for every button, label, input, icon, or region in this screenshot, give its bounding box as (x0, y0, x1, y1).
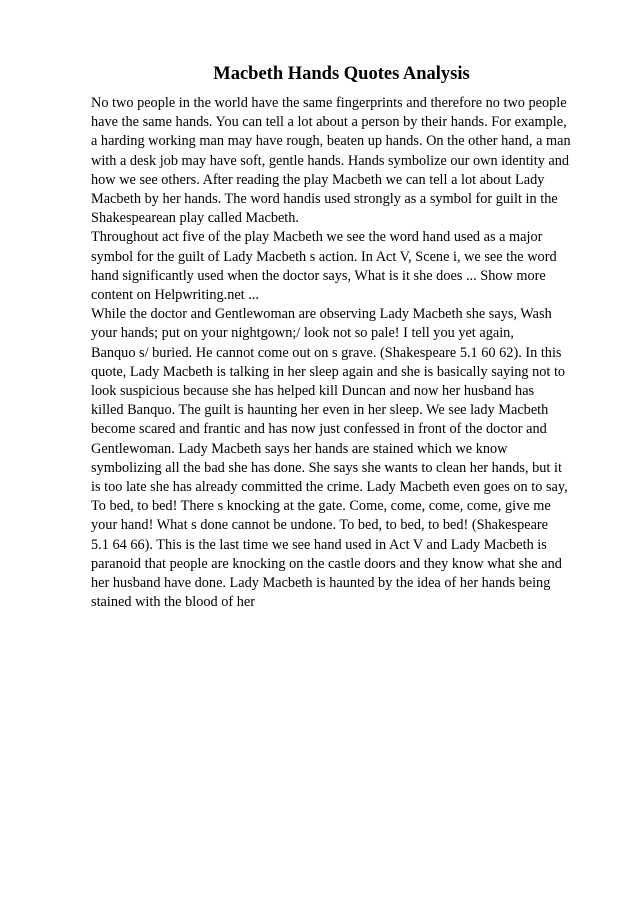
text-line: paranoid that people are knocking on the castle doors and they know what she and (91, 555, 562, 572)
text-line: Throughout act five of the play Macbeth we see the word hand used as a major (91, 229, 543, 246)
text-line: your hands; put on your nightgown;/ look not so pale! I tell you yet again, (91, 325, 514, 342)
text-line: To bed, to bed! There s knocking at the gate. Come, come, come, come, give me (91, 498, 551, 515)
body-paragraph (91, 228, 561, 305)
text-line: While the doctor and Gentlewoman are observing Lady Macbeth she says, Wash (91, 306, 552, 323)
text-line: a harding working man may have rough, beaten up hands. On the other hand, a man (91, 133, 571, 150)
text-line: symbol for the guilt of Lady Macbeth s action. In Act V, Scene i, we see the word (91, 248, 557, 265)
text-line: hand significantly used when the doctor says, What is it she does ... Show more (91, 267, 546, 284)
text-line: 5.1 64 66). This is the last time we see hand used in Act V and Lady Macbeth is (91, 536, 547, 553)
text-line: Shakespearean play called Macbeth. (91, 210, 300, 227)
text-line: symbolizing all the bad she has done. She says she wants to clean her hands, but it (91, 459, 562, 476)
document-body (91, 94, 571, 612)
text-line: her husband have done. Lady Macbeth is haunted by the idea of her hands being (91, 575, 551, 592)
text-line: Gentlewoman. Lady Macbeth says her hands are stained which we know (91, 440, 508, 457)
text-line: is too late she has already committed the crime. Lady Macbeth even goes on to say, (91, 479, 568, 496)
text-line: quote, Lady Macbeth is talking in her sleep again and she is basically saying not to (91, 363, 566, 380)
text-line: have the same hands. You can tell a lot about a person by their hands. For example, (91, 114, 567, 131)
text-line: your hand! What s done cannot be undone. To bed, to bed, to bed! (Shakespeare (91, 517, 549, 534)
text-line: content on Helpwriting.net ... (91, 287, 259, 304)
body-paragraph (91, 305, 568, 612)
text-line: Banquo s/ buried. He cannot come out on s grave. (Shakespeare 5.1 60 62). In this (91, 344, 562, 361)
text-line: look suspicious because she has helped kill Duncan and now her husband has (91, 383, 535, 400)
text-line: how we see others. After reading the play Macbeth we can tell a lot about Lady (91, 171, 545, 188)
text-line: killed Banquo. The guilt is haunting her even in her sleep. We see lady Macbeth (91, 402, 549, 419)
text-line: with a desk job may have soft, gentle hands. Hands symbolize our own identity and (91, 152, 570, 169)
text-line: No two people in the world have the same fingerprints and therefore no two people (91, 95, 567, 111)
text-line: become scared and frantic and has now just confessed in front of the doctor and (91, 421, 547, 438)
text-line: stained with the blood of her (91, 594, 255, 611)
text-line: Macbeth by her hands. The word handis used strongly as a symbol for guilt in the (91, 191, 558, 208)
document-title: Macbeth Hands Quotes Analysis (213, 64, 470, 84)
body-paragraph (91, 94, 571, 228)
